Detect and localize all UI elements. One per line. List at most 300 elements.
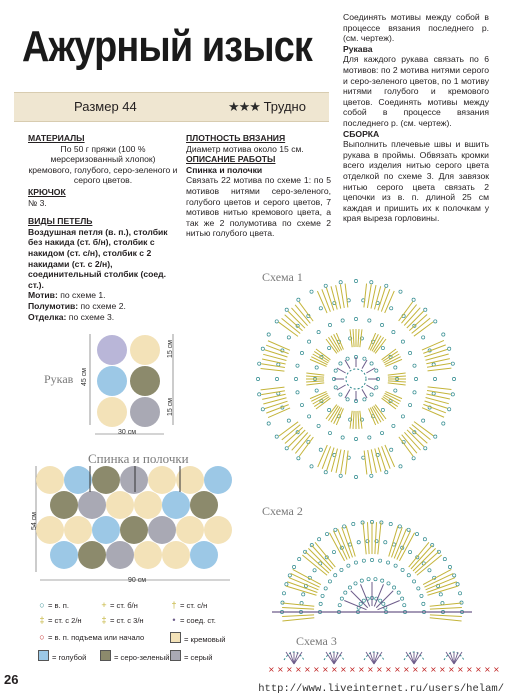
chain-stitch [275, 320, 278, 323]
stitch-line [345, 451, 348, 475]
center-ring [346, 369, 366, 389]
center-stitch [366, 385, 375, 390]
chain-stitch [275, 435, 278, 438]
chain-stitch [394, 564, 397, 567]
motif-label: Мотив: [28, 290, 58, 301]
chain-stitch [324, 587, 327, 590]
chain-stitch [385, 284, 388, 287]
motif-circle [50, 491, 78, 519]
chain-stitch [307, 415, 310, 418]
fan-stitch [454, 652, 458, 664]
chain-stitch [317, 424, 320, 427]
edge-stitch: × [340, 665, 347, 674]
chain-stitch [434, 320, 437, 323]
chain-stitch [328, 346, 331, 349]
chain-stitch [367, 578, 370, 581]
chain-stitch [324, 284, 327, 287]
stitch-line [427, 390, 451, 394]
stitch-line [358, 411, 359, 429]
source-url[interactable]: http://www.liveinternet.ru/users/helam/ [258, 683, 504, 695]
motif-circle [130, 335, 160, 365]
edge-stitch: × [268, 665, 275, 674]
fan-stitch [370, 652, 374, 664]
stitch-line [388, 376, 406, 377]
stitch-line [422, 340, 444, 350]
stitch-line [329, 533, 344, 561]
chain-icon: ○ [39, 600, 45, 610]
chain-stitch [374, 578, 377, 581]
chain-stitch [339, 281, 342, 284]
edge-stitch: × [376, 665, 383, 674]
size-difficulty-bar [14, 92, 329, 122]
stitch-line [268, 341, 290, 351]
chain-stitch [321, 594, 324, 597]
chain-stitch [346, 357, 349, 360]
page-number: 26 [4, 672, 19, 687]
chain-stitch [384, 541, 387, 544]
chain-stitch [412, 580, 415, 583]
chain-stitch [423, 538, 426, 541]
assembly-heading: СБОРКА [343, 128, 380, 139]
chain-stitch [408, 351, 411, 354]
chain-stitch [403, 604, 406, 607]
body-width: 90 см [128, 577, 147, 584]
chain-stitch [451, 393, 454, 396]
chain-stitch [258, 362, 261, 365]
sleeve-motif-size-2: 15 см [167, 398, 174, 417]
edge-stitch: × [439, 665, 446, 674]
stitch-line [317, 291, 327, 313]
chain-stitch [287, 419, 290, 422]
legend-dtr: = ст. с 3/н [110, 616, 144, 625]
edge-stitch: × [412, 665, 419, 674]
chain-stitch [401, 597, 404, 600]
stitch-line [282, 603, 314, 606]
stitch-line [261, 368, 285, 371]
stitch-line [308, 548, 331, 571]
stitch-line [306, 376, 324, 377]
motif-circle [162, 491, 190, 519]
chain-stitch [315, 366, 318, 369]
stitch-line [266, 405, 288, 414]
chain-stitch [390, 307, 393, 310]
chain-stitch [285, 308, 288, 311]
chain-stitch [359, 602, 362, 605]
chain-stitch [392, 424, 395, 427]
stitch-line [423, 569, 451, 584]
chain-stitch [294, 377, 297, 380]
stitch-line [358, 329, 359, 347]
scheme2-diagram [262, 502, 492, 622]
chain-stitch [332, 550, 335, 553]
chain-stitch [412, 457, 415, 460]
chain-stitch [360, 579, 363, 582]
chain-stitch [422, 602, 425, 605]
chain-stitch [385, 471, 388, 474]
stitch-line [318, 445, 328, 467]
chain-stitch [397, 591, 400, 594]
body-height: 54 см [31, 512, 38, 531]
chain-stitch [407, 574, 410, 577]
stitch-line [261, 387, 285, 390]
chain-stitch [338, 604, 341, 607]
motif-circle [64, 466, 92, 494]
motif-circle [92, 466, 120, 494]
chain-stitch [451, 362, 454, 365]
stitch-line [428, 368, 452, 371]
chain-stitch [300, 351, 303, 354]
fan-stitch [410, 652, 414, 664]
cream-swatch-icon [170, 632, 181, 643]
stitch-line [293, 569, 321, 584]
hook-text: № 3. [28, 197, 47, 208]
stitch-line [430, 615, 462, 617]
center-stitch [345, 389, 350, 398]
center-stitch [366, 368, 375, 373]
chain-stitch [341, 319, 344, 322]
chain-stitch [401, 568, 404, 571]
motif-circle [148, 516, 176, 544]
chain-stitch [398, 525, 401, 528]
chain-stitch [422, 419, 425, 422]
right-column [343, 12, 489, 224]
stitch-line [306, 383, 324, 385]
chain-stitch [381, 346, 384, 349]
edge-stitch: × [475, 665, 482, 674]
chain-stitch [422, 336, 425, 339]
chain-stitch [370, 362, 373, 365]
halfmotif-text: по схеме 2. [78, 300, 126, 311]
chain-stitch [413, 391, 416, 394]
left-column [28, 133, 178, 322]
motif-circle [106, 541, 134, 569]
stitch-line [388, 373, 406, 375]
difficulty-stars: ★★★ [228, 99, 260, 114]
stitch-line [353, 411, 354, 429]
chain-stitch [407, 528, 410, 531]
chain-stitch [432, 392, 435, 395]
sc-icon: + [101, 600, 107, 610]
chain-stitch [277, 363, 280, 366]
difficulty-label [228, 99, 306, 115]
chain-stitch [343, 525, 346, 528]
chain-stitch [317, 330, 320, 333]
chain-stitch [389, 522, 392, 525]
chain-stitch [456, 583, 459, 586]
chain-stitch [379, 599, 382, 602]
chain-stitch [300, 602, 303, 605]
chain-stitch [296, 364, 299, 367]
chain-stitch [370, 393, 373, 396]
chain-stitch [319, 307, 322, 310]
back-text: Связать 22 мотива по схеме 1: по 5 мотивов нитями серо-зеленого, голубого цветов и серого цветов, 7 мотивов нитью кремового цвета, а так же 2 полумотива по схеме 2 нитью голубого цвета. [186, 175, 331, 239]
sleeve-width: 30 см [118, 429, 137, 436]
stitch-line [423, 345, 445, 354]
chain-stitch [370, 474, 373, 477]
body-diagram [30, 460, 240, 590]
chain-stitch [267, 422, 270, 425]
chain-stitch [413, 364, 416, 367]
stitch-line [430, 618, 462, 621]
chain-stitch [334, 386, 337, 389]
stitch-line [368, 522, 370, 554]
chain-stitch [433, 377, 436, 380]
chain-stitch [399, 465, 402, 468]
chain-stitch [285, 447, 288, 450]
stitch-line [340, 284, 344, 308]
edge-stitch: × [466, 665, 473, 674]
chain-stitch [420, 594, 423, 597]
scheme1-label: Схема 1 [262, 270, 303, 284]
chain-stitch [442, 422, 445, 425]
chain-stitch [310, 290, 313, 293]
motif-circle [97, 366, 127, 396]
scheme3-diagram [262, 646, 502, 676]
chain-stitch [448, 565, 451, 568]
chain-stitch [354, 279, 357, 282]
chain-stitch [275, 377, 278, 380]
fan-stitch [334, 652, 338, 664]
chain-stitch [297, 298, 300, 301]
chain-stitch [354, 475, 357, 478]
start-icon: ○ [39, 632, 45, 642]
stitch-line [422, 408, 444, 418]
chain-stitch [412, 298, 415, 301]
stitch-line [364, 284, 367, 308]
page-title: Ажурный изыск [22, 22, 312, 71]
motif-circle [204, 516, 232, 544]
chain-stitch [334, 574, 337, 577]
chain-stitch [313, 569, 316, 572]
motif-circle [130, 366, 160, 396]
dtr-icon: ‡ [101, 615, 107, 625]
chain-stitch [375, 386, 378, 389]
middle-column [186, 133, 331, 239]
fan-stitch [290, 652, 294, 664]
difficulty-text: Трудно [263, 99, 306, 114]
chain-stitch [368, 436, 371, 439]
edge-stitch: × [277, 665, 284, 674]
motif-circle [190, 491, 218, 519]
motif-circle [64, 516, 92, 544]
right-top-text: Соединять мотивы между собой в процессе вязания последнего р. (см. чертеж). [343, 12, 489, 44]
chain-stitch [452, 377, 455, 380]
stitch-line [282, 615, 314, 617]
chain-stitch [370, 558, 373, 561]
chain-stitch [297, 457, 300, 460]
chain-stitch [370, 281, 373, 284]
chain-stitch [386, 561, 389, 564]
assembly-text: Выполнить плечевые швы и вшить рукава в проймы. Обвязать кромки всего изделия нитью серого цвета отделкой по схеме 3. Для завязок нитью серого цвета связать 2 цепочки из в. п. длиной 25 см каждая и пришить их к полочкам у края выреза горловины. [343, 139, 489, 224]
chain-stitch [414, 377, 417, 380]
chain-stitch [380, 323, 383, 326]
sleeve-label: Рукав [44, 372, 74, 386]
chain-stitch [379, 559, 382, 562]
chain-stitch [328, 580, 331, 583]
legend-blue: = голубой [52, 653, 87, 662]
legend [38, 600, 258, 676]
center-stitch [351, 591, 368, 608]
chain-stitch [394, 389, 397, 392]
stitch-line [353, 329, 354, 347]
chain-stitch [315, 389, 318, 392]
chain-stitch [285, 583, 288, 586]
hook-heading: КРЮЧОК [28, 186, 66, 197]
chain-stitch [442, 333, 445, 336]
motif-circle [50, 541, 78, 569]
chain-stitch [354, 582, 357, 585]
chain-stitch [354, 437, 357, 440]
chain-stitch [434, 435, 437, 438]
back-heading: Спинка и полочки [186, 164, 263, 175]
stitch-line [261, 364, 285, 368]
motif-text: по схеме 1. [57, 290, 106, 301]
motif-circle [36, 516, 64, 544]
stitch-line [345, 284, 348, 308]
stitch-line [382, 446, 391, 468]
materials-text: По 50 г пряжи (100 % мерсеризованный хлопок) кремового, голубого, серо-зеленого и серого цветов. [28, 143, 178, 186]
sleeve-height: 45 см [81, 368, 88, 387]
chain-stitch [352, 522, 355, 525]
edge-stitch: × [295, 665, 302, 674]
chain-stitch [261, 347, 264, 350]
chain-stitch [439, 593, 442, 596]
fan-stitch [294, 652, 298, 664]
chain-stitch [382, 602, 385, 605]
work-heading: ОПИСАНИЕ РАБОТЫ [186, 154, 276, 165]
density-text: Диаметр мотива около 15 см. [186, 143, 304, 154]
motif-circle [204, 466, 232, 494]
motif-circle [134, 491, 162, 519]
edge-stitch: × [313, 665, 320, 674]
chain-stitch [319, 602, 322, 605]
chain-stitch [357, 541, 360, 544]
stitch-line [378, 522, 381, 554]
stitch-line [399, 533, 414, 561]
chain-stitch [424, 447, 427, 450]
chain-stitch [348, 586, 351, 589]
chain-stitch [387, 582, 390, 585]
edge-stitch: × [286, 665, 293, 674]
center-stitch [337, 368, 346, 373]
scheme2-label: Схема 2 [262, 504, 303, 518]
motif-circle [120, 516, 148, 544]
chain-stitch [375, 369, 378, 372]
motif-circle [130, 397, 160, 427]
chain-stitch [287, 336, 290, 339]
motif-circle [92, 516, 120, 544]
chain-stitch [339, 362, 342, 365]
chain-stitch [368, 319, 371, 322]
chain-stitch [267, 333, 270, 336]
stitch-line [381, 289, 389, 311]
stitch-line [306, 381, 324, 382]
sleeve-motif-size-1: 15 см [167, 340, 174, 359]
edge-stitch: × [403, 665, 410, 674]
chain-stitch [261, 408, 264, 411]
slst-icon: • [172, 615, 176, 625]
legend-sc: = ст. б/н [110, 601, 138, 610]
trim-text: по схеме 3. [66, 311, 115, 322]
tr-icon: ‡ [39, 615, 45, 625]
motif-circle [134, 541, 162, 569]
chain-stitch [339, 474, 342, 477]
stitch-line [282, 608, 314, 610]
stitch-line [364, 451, 367, 475]
fan-stitch [450, 652, 454, 664]
chain-stitch [448, 347, 451, 350]
chain-stitch [362, 559, 365, 562]
chain-stitch [292, 565, 295, 568]
chain-stitch [339, 393, 342, 396]
legend-tr: = ст. с 2/н [48, 616, 82, 625]
chain-stitch [354, 317, 357, 320]
stitches-text: Воздушная петля (в. п.), столбик без накида (ст. б/н), столбик с накидом (ст. с/н), столбик с 2 накидами (ст. с 2/н), соединительный столбик (соед. ст.). [28, 226, 168, 290]
chain-stitch [340, 597, 343, 600]
chain-stitch [324, 471, 327, 474]
chain-stitch [381, 408, 384, 411]
stitch-line [413, 548, 436, 571]
chain-stitch [341, 436, 344, 439]
chain-stitch [401, 415, 404, 418]
chain-stitch [354, 561, 357, 564]
fan-stitch [414, 652, 418, 664]
motif-circle [36, 466, 64, 494]
chain-stitch [415, 532, 418, 535]
chain-stitch [328, 323, 331, 326]
sleeve-text: Для каждого рукава связать по 6 мотивов: по 2 мотива нитями серого и серо-зеленого цветов, по 1 мотиву нитями голубого и кремового цветов. Соединять мотивы между собой в процессе вязания последнего р. (см. чертеж). [343, 54, 489, 128]
chain-stitch [340, 568, 343, 571]
chain-stitch [328, 408, 331, 411]
center-stitch [362, 360, 367, 369]
size-label: Размер 44 [74, 99, 137, 114]
blue-swatch-icon [38, 650, 49, 661]
density-heading: ПЛОТНОСТЬ ВЯЗАНИЯ [186, 133, 286, 143]
center-stitch [337, 385, 346, 390]
chain-stitch [401, 340, 404, 343]
stitch-line [428, 387, 452, 390]
motif-circle [106, 491, 134, 519]
motif-circle [97, 335, 127, 365]
chain-stitch [408, 550, 411, 553]
chain-stitch [392, 586, 395, 589]
chain-stitch [334, 369, 337, 372]
chain-stitch [334, 528, 337, 531]
chain-stitch [363, 357, 366, 360]
legend-gray: = серый [184, 653, 213, 662]
stitch-line [375, 522, 377, 554]
chain-stitch [319, 448, 322, 451]
edge-stitch: × [421, 665, 428, 674]
chain-stitch [381, 579, 384, 582]
legend-graygreen: = серо-зеленый [114, 653, 170, 662]
chain-stitch [298, 557, 301, 560]
stitch-line [367, 284, 371, 308]
graygreen-swatch-icon [100, 650, 111, 661]
edge-stitch: × [394, 665, 401, 674]
motif-circle [162, 541, 190, 569]
chain-stitch [328, 431, 331, 434]
edge-stitch: × [322, 665, 329, 674]
edge-stitch: × [448, 665, 455, 674]
motif-circle [120, 466, 148, 494]
stitch-line [322, 289, 331, 311]
center-stitch [362, 389, 367, 398]
edge-stitch: × [367, 665, 374, 674]
chain-stitch [428, 569, 431, 572]
chain-stitch [417, 587, 420, 590]
stitch-line [388, 381, 406, 382]
